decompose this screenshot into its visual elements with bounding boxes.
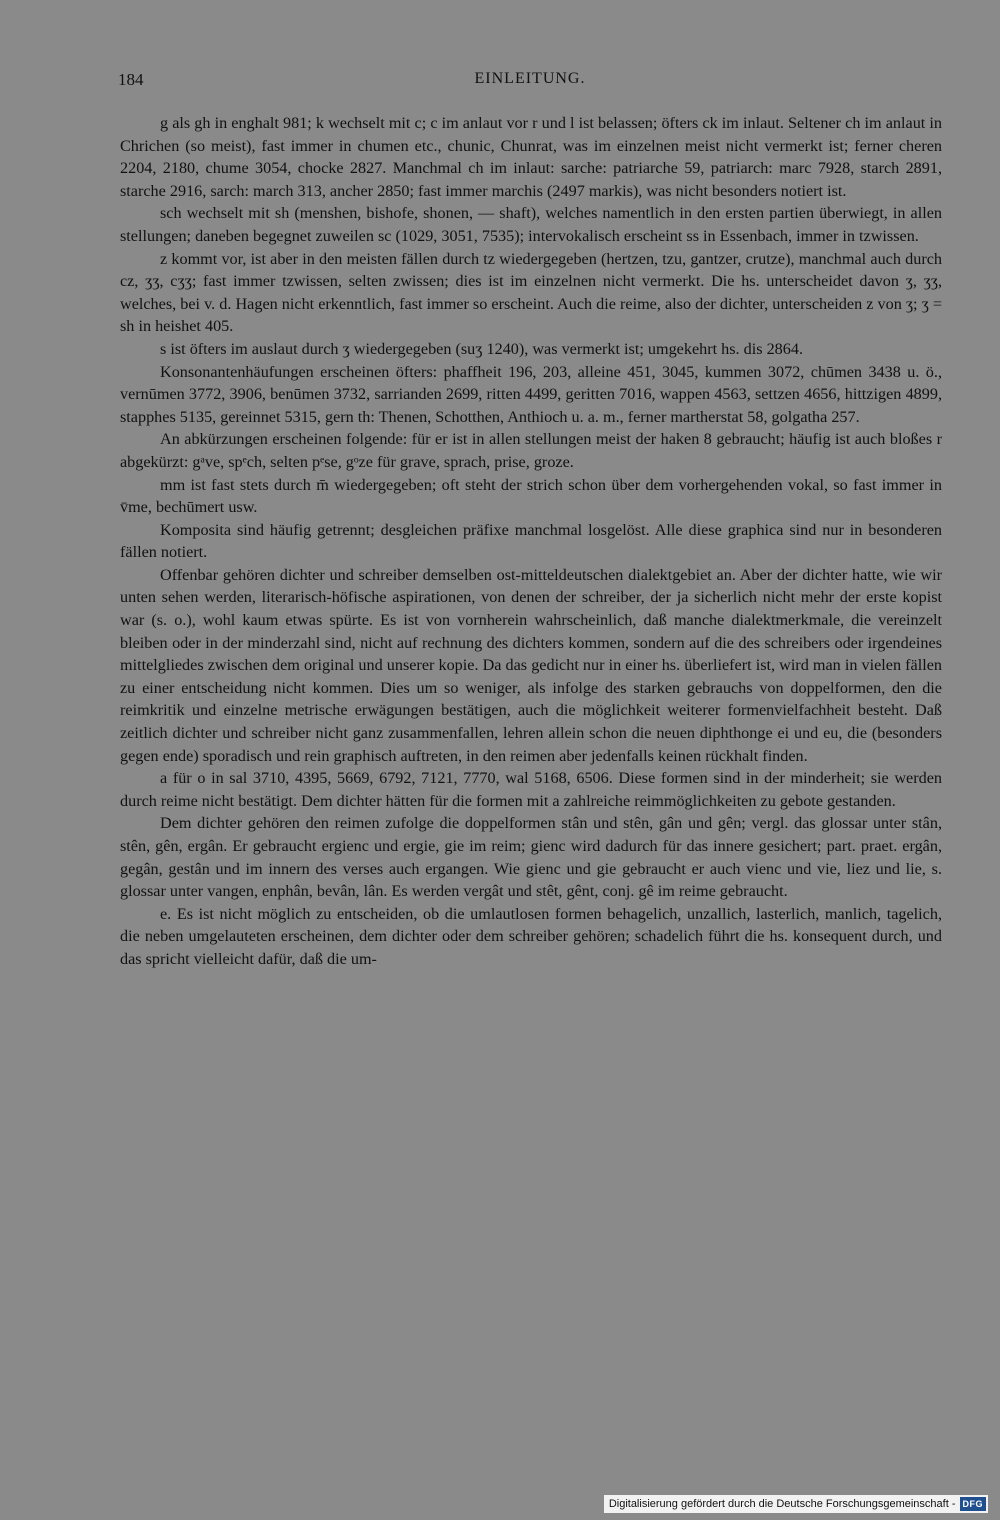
- paragraph-z: z kommt vor, ist aber in den meisten fällen durch tz wiedergegeben (hertzen, tzu, gantzer, crutze), manchmal auch durch cz, ʒʒ, cʒʒ; fast immer tzwissen, selten zwissen; dies ist im einzelnen nicht vermerkt. Die hs. unterscheidet davon ʒ, ʒʒ, welches, bei v. d. Hagen nicht erkenntlich, fast immer so erscheint. Auch die reime, also der dichter, unterscheiden z von ʒ; ʒ = sh in heishet 405.: [120, 249, 942, 336]
- paragraph-mm: mm ist fast stets durch m̄ wiedergegeben; oft steht der strich schon über dem vorhergehenden vokal, so fast immer in v̄me, bechūmert usw.: [120, 475, 942, 517]
- paragraph-komposita: Komposita sind häufig getrennt; desgleichen präfixe manchmal losgelöst. Alle diese graphica sind nur in besonderen fällen notiert.: [120, 520, 942, 562]
- dfg-logo: DFG: [960, 1497, 987, 1511]
- paragraph-konsonantenhaeufungen: Konsonantenhäufungen erscheinen öfters: phaffheit 196, 203, alleine 451, 3045, kummen 3072, chūmen 3438 u. ö., vernūmen 3772, 3906, benūmen 3732, sarrianden 2699, ritten 4499, geritten 7016, wappen 4563, settzen 4656, hittzigen 4899, stapphes 5135, gereinnet 5315, gern th: Thenen, Schotthen, Anthioch u. a. m., ferner martherstat 58, golgatha 257.: [120, 362, 942, 426]
- page-number: 184: [118, 70, 144, 89]
- running-head: EINLEITUNG.: [474, 70, 586, 87]
- paragraph-sch: sch wechselt mit sh (menshen, bishofe, shonen, — shaft), welches namentlich in den ersten partien überwiegt, in allen stellungen; daneben begegnet zuweilen sc (1029, 3051, 7535); intervokalisch erscheint ss in Essenbach, immer in tzwissen.: [120, 204, 942, 245]
- paragraph-a-fuer-o: a für o in sal 3710, 4395, 5669, 6792, 7121, 7770, wal 5168, 6506. Diese formen sind in der minderheit; sie werden durch reime nicht bestätigt. Dem dichter hätten für die formen mit a zahlreiche reimmöglichkeiten zu gebote gestanden.: [120, 769, 942, 810]
- page-header: [118, 70, 942, 96]
- paragraph-abkuerzungen: An abkürzungen erscheinen folgende: für er ist in allen stellungen meist der haken 8 gebraucht; häufig ist auch bloßes r abgekürzt: gᵃve, spᵉch, selten pᵉse, gᵒze für grave, sprach, prise, groze.: [120, 430, 942, 471]
- page-body: [120, 112, 942, 971]
- digitization-footer: [604, 1495, 988, 1513]
- paragraph-doppelformen: Dem dichter gehören den reimen zufolge die doppelformen stân und stên, gân und gên; vergl. das glossar unter stân, stên, gên, ergân. Er gebraucht ergienc und ergie, gie im reim; gienc wird dadurch für das innere gesichert; part. praet. ergân, gegân, gestân und im innern des verses auch ergangen. Wie gienc und gie gebraucht er auch vienc und vie, liez und lie, s. glossar unter vangen, enphân, bevân, lân. Es werden vergât und stêt, gênt, conj. gê im reime gebraucht.: [120, 814, 942, 901]
- paragraph-g-k-c: g als gh in enghalt 981; k wechselt mit c; c im anlaut vor r und l ist belassen; öfters ck im inlaut. Seltener ch im anlaut in Chrichen (so meist), fast immer in chumen etc., chunic, Chunrat, was im einzelnen meist nicht vermerkt ist; ferner cheren 2204, 2180, chume 3054, chocke 2827. Manchmal ch im inlaut: sarche: patriarche 59, patriarch: marc 7928, starch 2891, starche 2916, sarch: march 313, ancher 2850; fast immer marchis (2497 markis), was nicht besonders notiert ist.: [120, 114, 942, 200]
- paragraph-e-umlaut: e. Es ist nicht möglich zu entscheiden, ob die umlautlosen formen behagelich, unzallich, lasterlich, manlich, tagelich, die neben umgelauteten erscheinen, dem dichter oder dem schreiber gehören; schadelich führt die hs. konsequent durch, und das spricht vielleicht dafür, daß die um-: [120, 904, 942, 968]
- paragraph-dialektgebiet: Offenbar gehören dichter und schreiber demselben ost-mitteldeutschen dialektgebiet an. Aber der dichter hatte, wie wir unten sehen werden, literarisch-höfische aspirationen, von denen der schreiber, der ja sicherlich nicht mehr der erste kopist war (s. o.), wohl kaum etwas spürte. Es ist von vornherein wahrscheinlich, daß manche dialektmerkmale, die vereinzelt bleiben oder in der minderzahl sind, nicht auf rechnung des dichters kommen, sondern auf die des schreibers oder irgendeines mittelgliedes zwischen dem original und unserer kopie. Da das gedicht nur in einer hs. überliefert ist, wird man in vielen fällen zu einer entscheidung nicht kommen. Dies um so weniger, als infolge des starken gebrauchs von doppelformen, den die reimkritik und einzelne metrische erwägungen bestätigen, auch die möglichkeit weiterer formenvielfachheit besteht. Daß zeitlich dichter und schreiber nicht ganz zusammenfallen, lehren allein schon die neuen diphthonge ei und eu, die (besonders gegen ende) sporadisch und rein graphisch auftreten, in den reimen aber jedenfalls keinen rückhalt finden.: [120, 565, 942, 765]
- footer-text: Digitalisierung gefördert durch die Deutsche Forschungsgemeinschaft -: [608, 1498, 956, 1510]
- paragraph-s: s ist öfters im auslaut durch ʒ wiedergegeben (suʒ 1240), was vermerkt ist; umgekehrt hs. dis 2864.: [160, 339, 804, 358]
